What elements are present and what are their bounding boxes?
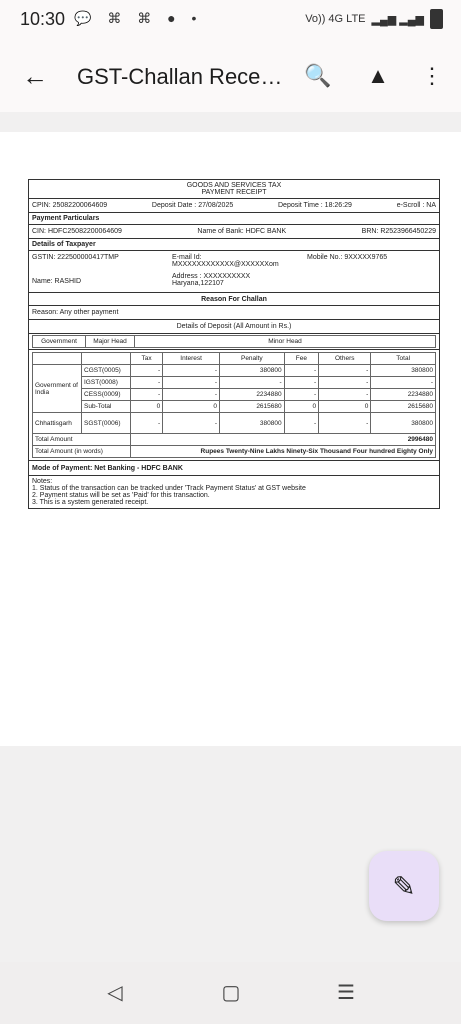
search-document-icon[interactable]: 🔍 bbox=[304, 63, 332, 88]
cin: CIN: HDFC25082200064609 bbox=[32, 228, 122, 235]
cell: - bbox=[131, 365, 163, 377]
page-title: GST-Challan Rece… bbox=[77, 64, 283, 89]
receipt-header bbox=[29, 180, 439, 199]
major-head: CESS(0009) bbox=[82, 389, 131, 401]
app-toolbar bbox=[0, 40, 461, 112]
table-row bbox=[33, 365, 436, 377]
table-row bbox=[33, 446, 436, 458]
cell: - bbox=[131, 413, 163, 434]
edit-pen-icon[interactable]: ✎ bbox=[369, 851, 439, 921]
cell: 380800 bbox=[220, 413, 285, 434]
major-head: Sub-Total bbox=[82, 401, 131, 413]
total-label: Total Amount bbox=[33, 434, 131, 446]
status-time: 10:30 bbox=[20, 9, 66, 29]
taxpayer-details bbox=[29, 251, 439, 293]
notification-icons: 💬 ⌘ ⌘ ● • bbox=[74, 10, 203, 26]
table-row bbox=[33, 377, 436, 389]
taxpayer-col3 bbox=[307, 254, 436, 261]
notes bbox=[29, 476, 439, 508]
payment-mode: Mode of Payment: Net Banking - HDFC BANK bbox=[29, 461, 439, 476]
col-interest: Interest bbox=[163, 353, 220, 365]
total-value: 2996480 bbox=[131, 434, 436, 446]
cell: - bbox=[371, 377, 436, 389]
cell: 380800 bbox=[371, 413, 436, 434]
cell: - bbox=[284, 365, 319, 377]
major-head: IGST(0008) bbox=[82, 377, 131, 389]
escroll: e-Scroll : NA bbox=[396, 202, 436, 209]
system-icons bbox=[305, 9, 443, 29]
deposit-table bbox=[32, 352, 436, 458]
cell: - bbox=[163, 365, 220, 377]
cell: 0 bbox=[131, 401, 163, 413]
deposit-heading: Details of Deposit (All Amount in Rs.) bbox=[29, 320, 439, 334]
cell: - bbox=[319, 389, 371, 401]
brn: BRN: R2523966450229 bbox=[361, 228, 436, 235]
payment-receipt bbox=[28, 179, 440, 509]
cell: 2615680 bbox=[371, 401, 436, 413]
reason-heading: Reason For Challan bbox=[29, 293, 439, 306]
col-tax: Tax bbox=[131, 353, 163, 365]
gstin: GSTIN: 222500000417TMP bbox=[32, 254, 119, 261]
receipt-title-2: PAYMENT RECEIPT bbox=[201, 189, 267, 196]
signal-icon: ▂▄▆ ▂▄▆ bbox=[371, 13, 424, 26]
cell: - bbox=[163, 413, 220, 434]
gov-chhattisgarh: Chhattisgarh bbox=[33, 413, 82, 434]
col-fee: Fee bbox=[284, 353, 319, 365]
deposit-date: Deposit Date : 27/08/2025 bbox=[151, 202, 234, 209]
cell: - bbox=[319, 365, 371, 377]
deposit-table-row bbox=[29, 350, 439, 461]
email: MXXXXXXXXXXXX@XXXXXXom bbox=[172, 261, 279, 268]
table-row bbox=[33, 434, 436, 446]
deposit-time: Deposit Time : 18:26:29 bbox=[278, 202, 352, 209]
table-row bbox=[33, 413, 436, 434]
nav-back-icon[interactable]: ◁ bbox=[107, 982, 123, 1004]
section-payment-particulars: Payment Particulars bbox=[29, 213, 439, 225]
system-navbar bbox=[0, 962, 461, 1024]
cpin-row bbox=[29, 199, 439, 213]
major-head: CGST(0005) bbox=[82, 365, 131, 377]
status-bar bbox=[0, 0, 461, 40]
table-row bbox=[33, 401, 436, 413]
col-total: Total bbox=[371, 353, 436, 365]
cell: 2234880 bbox=[371, 389, 436, 401]
col-major-head: Major Head bbox=[86, 336, 135, 348]
drive-add-icon[interactable]: ▲ bbox=[367, 63, 389, 88]
head-table bbox=[32, 335, 436, 348]
cell: - bbox=[163, 377, 220, 389]
col-penalty: Penalty bbox=[220, 353, 285, 365]
table-row bbox=[33, 389, 436, 401]
col-others: Others bbox=[319, 353, 371, 365]
col-minor-head: Minor Head bbox=[135, 336, 436, 348]
note-1: 1. Status of the transaction can be tracked under 'Track Payment Status' at GST website bbox=[32, 485, 306, 492]
cell: - bbox=[131, 389, 163, 401]
note-2: 2. Payment status will be set as 'Paid' for this transaction. bbox=[32, 492, 210, 499]
col-government: Government bbox=[33, 336, 86, 348]
cell: - bbox=[284, 413, 319, 434]
table-row bbox=[33, 353, 436, 365]
nav-home-icon[interactable]: ▢ bbox=[221, 982, 241, 1004]
battery-icon bbox=[430, 9, 443, 29]
more-vert-icon[interactable]: ⋮ bbox=[421, 63, 443, 88]
cin-row bbox=[29, 225, 439, 239]
cell: 0 bbox=[284, 401, 319, 413]
cell: - bbox=[131, 377, 163, 389]
taxpayer-col2 bbox=[172, 254, 307, 287]
taxpayer-col1 bbox=[32, 254, 172, 285]
cell: - bbox=[319, 413, 371, 434]
email-label: E-mail Id: bbox=[172, 254, 202, 261]
cell: 0 bbox=[319, 401, 371, 413]
address-line2: Haryana,122107 bbox=[172, 280, 224, 287]
cell: - bbox=[163, 389, 220, 401]
major-head: SGST(0006) bbox=[82, 413, 131, 434]
cell: 380800 bbox=[220, 365, 285, 377]
nav-recents-icon[interactable]: ☰ bbox=[337, 982, 355, 1004]
deposit-head-row bbox=[29, 334, 439, 350]
cell: 380800 bbox=[371, 365, 436, 377]
cell: - bbox=[220, 377, 285, 389]
taxpayer-name: Name: RASHID bbox=[32, 278, 82, 285]
reason: Reason: Any other payment bbox=[29, 306, 439, 320]
cell: 2615680 bbox=[220, 401, 285, 413]
bank-name: Name of Bank: HDFC BANK bbox=[197, 228, 287, 235]
notes-title: Notes: bbox=[32, 478, 53, 485]
gov-india: Government of India bbox=[33, 365, 82, 413]
arrow-back-icon[interactable]: ← bbox=[22, 61, 48, 91]
mobile: Mobile No.: 9XXXXX9765 bbox=[307, 254, 388, 261]
network-icon: Vo)) 4G LTE bbox=[305, 13, 366, 25]
address: Address : XXXXXXXXXX bbox=[172, 273, 251, 280]
receipt-title-1: GOODS AND SERVICES TAX bbox=[186, 182, 282, 189]
words-value: Rupees Twenty-Nine Lakhs Ninety-Six Thousand Four hundred Eighty Only bbox=[131, 446, 436, 458]
cpin: CPIN: 25082200064609 bbox=[32, 202, 108, 209]
cell: - bbox=[319, 377, 371, 389]
section-taxpayer: Details of Taxpayer bbox=[29, 239, 439, 251]
pdf-viewer[interactable] bbox=[0, 132, 461, 746]
cell: 2234880 bbox=[220, 389, 285, 401]
cell: - bbox=[284, 389, 319, 401]
words-label: Total Amount (in words) bbox=[33, 446, 131, 458]
note-3: 3. This is a system generated receipt. bbox=[32, 499, 149, 506]
cell: 0 bbox=[163, 401, 220, 413]
cell: - bbox=[284, 377, 319, 389]
